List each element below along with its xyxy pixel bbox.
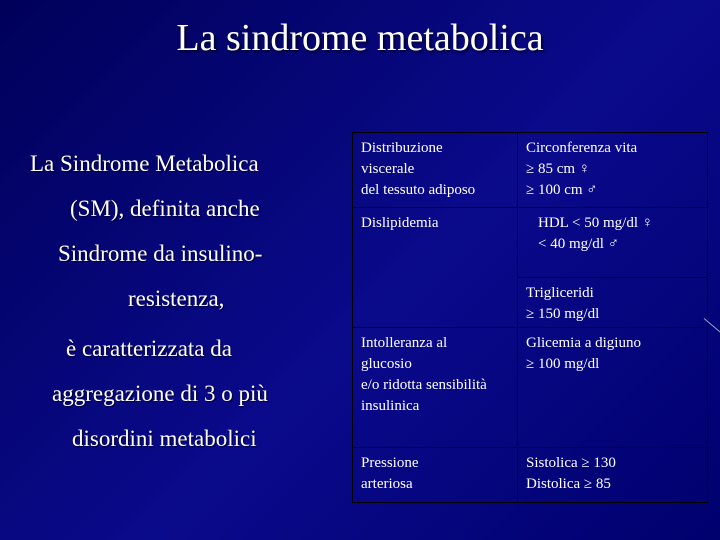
- criteria-table: [352, 132, 708, 503]
- definition-line-7: disordini metabolici: [72, 426, 257, 451]
- definition-line-3: Sindrome da insulino-: [58, 241, 263, 266]
- table-cell: Dislipidemia: [353, 208, 518, 328]
- table-cell: Glicemia a digiuno ≥ 100 mg/dl: [518, 328, 708, 448]
- table-cell: Pressione arteriosa: [353, 448, 518, 503]
- definition-line-4: resistenza,: [128, 286, 225, 311]
- definition-line-6: aggregazione di 3 o più: [52, 381, 268, 406]
- table-cell: Distribuzione viscerale del tessuto adiposo: [353, 133, 518, 208]
- slide-title: La sindrome metabolica: [176, 17, 544, 59]
- table-cell: Circonferenza vita ≥ 85 cm ♀ ≥ 100 cm ♂: [518, 133, 708, 208]
- table-row: [353, 208, 708, 278]
- table-row: [353, 448, 708, 503]
- table-cell: Sistolica ≥ 130 Distolica ≥ 85: [518, 448, 708, 503]
- table-cell: HDL < 50 mg/dl ♀ < 40 mg/dl ♂: [518, 208, 708, 278]
- definition-line-2: (SM), definita anche: [70, 196, 260, 221]
- table-row: [353, 133, 708, 208]
- table-cell: Intolleranza al glucosio e/o ridotta sensibilità insulinica: [353, 328, 518, 448]
- definition-line-5: è caratterizzata da: [66, 336, 232, 361]
- table-row: [353, 328, 708, 448]
- table-cell: Trigliceridi ≥ 150 mg/dl: [518, 278, 708, 328]
- definition-line-1: La Sindrome Metabolica: [30, 151, 259, 176]
